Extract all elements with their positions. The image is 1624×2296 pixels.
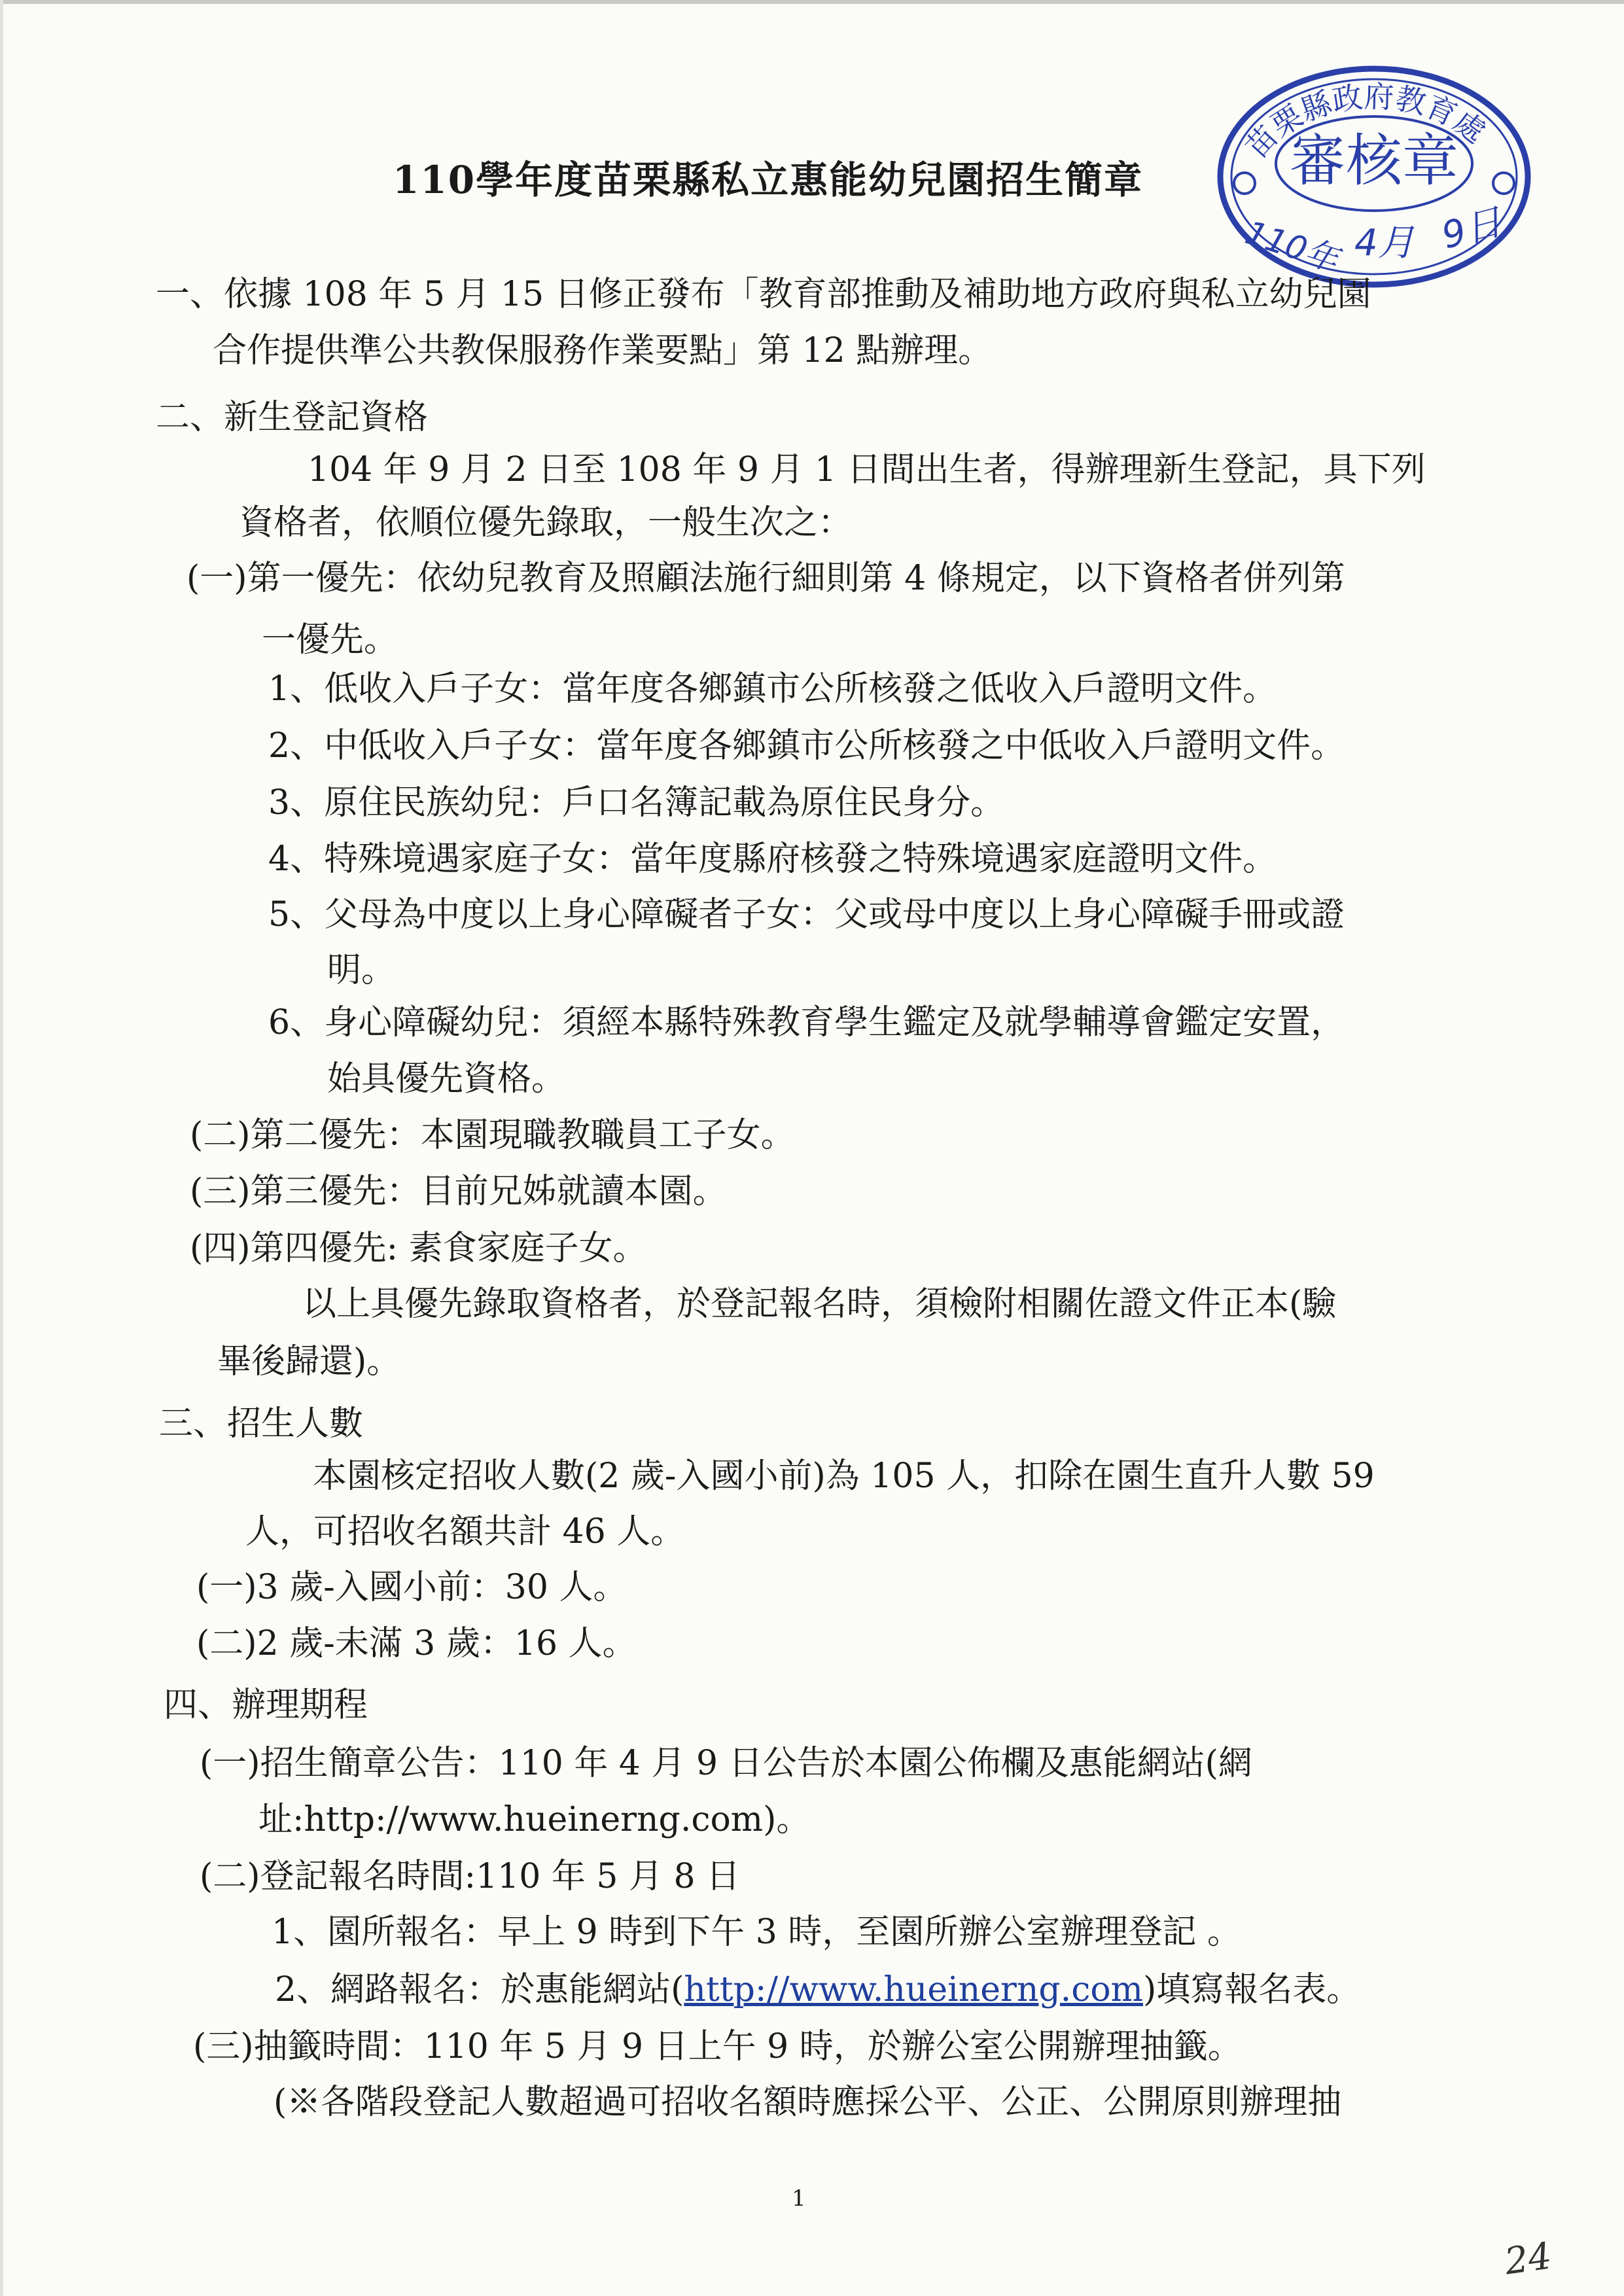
list-item: (二)第二優先：本園現職教職員工子女。 xyxy=(190,1116,795,1155)
text-line: (一)第一優先：依幼兒教育及照顧法施行細則第 4 條規定，以下資格者併列第 xyxy=(186,559,1345,598)
list-item: 2、中低收入戶子女：當年度各鄉鎮市公所核發之中低收入戶證明文件。 xyxy=(268,726,1345,766)
section-heading: 二、新生登記資格 xyxy=(156,398,429,437)
list-item: (一)3 歲-入國小前：30 人。 xyxy=(196,1568,627,1607)
list-item: (三)抽籤時間：110 年 5 月 9 日上午 9 時，於辦公室公開辦理抽籤。 xyxy=(193,2027,1242,2066)
approval-seal xyxy=(1204,52,1544,288)
section-heading: 四、辦理期程 xyxy=(164,1686,368,1725)
seal-agency-text: 苗栗縣政府教育處 xyxy=(1239,79,1492,166)
text-line: 址:http://www.hueinerng.com)。 xyxy=(258,1800,811,1839)
text-line: 合作提供準公共教保服務作業要點」第 12 點辦理。 xyxy=(213,331,993,370)
section-heading: 三、招生人數 xyxy=(159,1404,364,1443)
seal-date-month: 4月 xyxy=(1354,222,1415,264)
text-line: 以上具優先錄取資格者，於登記報名時，須檢附相關佐證文件正本(驗 xyxy=(302,1284,1337,1324)
handwritten-mark: 24 xyxy=(1502,2234,1555,2284)
text-line: 104 年 9 月 2 日至 108 年 9 月 1 日間出生者，得辦理新生登記，具下列 xyxy=(308,450,1426,489)
list-item: (一)招生簡章公告：110 年 4 月 9 日公告於本園公佈欄及惠能網站(網 xyxy=(200,1744,1252,1783)
seal-label: 審核章 xyxy=(1290,128,1458,194)
text-line: 一優先。 xyxy=(262,620,398,660)
list-item: 1、低收入戶子女：當年度各鄉鎮市公所核發之低收入戶證明文件。 xyxy=(268,669,1277,709)
list-item: (四)第四優先: 素食家庭子女。 xyxy=(190,1229,647,1268)
page-number: 1 xyxy=(792,2185,806,2212)
text-line: 畢後歸還)。 xyxy=(217,1342,401,1381)
seal-date-day: 9日 xyxy=(1437,201,1507,258)
text-line: 始具優先資格。 xyxy=(327,1059,566,1099)
list-item: (二)2 歲-未滿 3 歲：16 人。 xyxy=(196,1624,637,1663)
list-item: 1、園所報名：早上 9 時到下午 3 時，至園所辦公室辦理登記 。 xyxy=(272,1913,1241,1952)
seal-date-year: 110年 xyxy=(1241,213,1343,279)
online-registration-suffix: )填寫報名表。 xyxy=(1142,1970,1361,2009)
scan-edge-left xyxy=(0,0,3,2296)
website-link[interactable]: http://www.hueinerng.com xyxy=(684,1970,1143,2009)
list-item: 5、父母為中度以上身心障礙者子女：父或母中度以上身心障礙手冊或證 xyxy=(268,895,1345,934)
text-line: 人，可招收名額共計 46 人。 xyxy=(245,1512,685,1551)
text-line: 本園核定招收人數(2 歲-入國小前)為 105 人，扣除在園生直升人數 59 xyxy=(313,1457,1375,1496)
list-item: 4、特殊境遇家庭子女：當年度縣府核發之特殊境遇家庭證明文件。 xyxy=(268,839,1277,879)
list-item-online-registration xyxy=(275,1971,1360,2009)
list-item: 6、身心障礙幼兒：須經本縣特殊教育學生鑑定及就學輔導會鑑定安置， xyxy=(268,1003,1345,1042)
text-line: (※各階段登記人數超過可招收名額時應採公平、公正、公開原則辦理抽 xyxy=(274,2083,1342,2122)
scan-edge-top xyxy=(0,0,1624,4)
document-title: 110學年度苗栗縣私立惠能幼兒園招生簡章 xyxy=(393,158,1144,202)
text-line: 明。 xyxy=(327,951,396,990)
list-item: (三)第三優先：目前兄姊就讀本園。 xyxy=(190,1172,727,1211)
online-registration-prefix: 2、網路報名：於惠能網站( xyxy=(275,1970,684,2009)
list-item: 3、原住民族幼兒：戶口名簿記載為原住民身分。 xyxy=(268,783,1005,822)
text-line: 一、依據 108 年 5 月 15 日修正發布「教育部推動及補助地方政府與私立幼兒園 xyxy=(156,275,1371,314)
text-line: 資格者，依順位優先錄取，一般生次之： xyxy=(239,503,853,542)
list-item: (二)登記報名時間:110 年 5 月 8 日 xyxy=(200,1857,741,1896)
